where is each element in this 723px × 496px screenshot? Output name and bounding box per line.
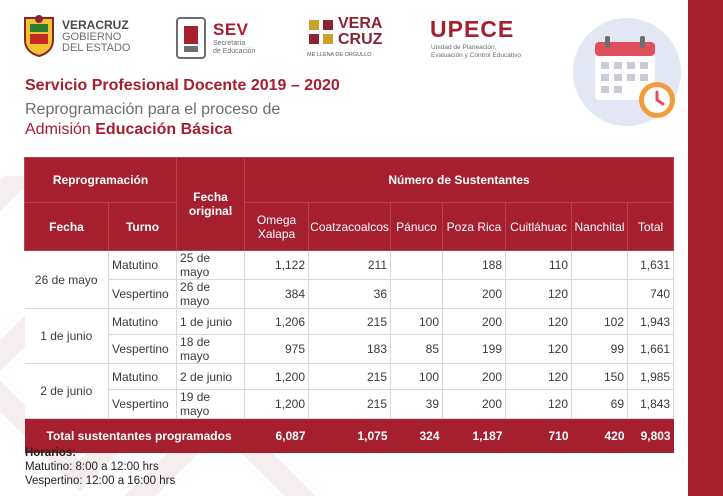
value-cell: 85 xyxy=(391,335,443,364)
veracruz-logo-line1: VERACRUZ xyxy=(62,18,129,32)
fecha-original-cell: 25 de mayo xyxy=(177,251,245,280)
fecha-original-cell: 2 de junio xyxy=(177,364,245,390)
table-row xyxy=(25,390,674,419)
value-cell: 188 xyxy=(443,251,506,280)
value-cell: 200 xyxy=(443,309,506,335)
value-cell: 102 xyxy=(572,309,628,335)
header-total: Total xyxy=(628,203,674,251)
fecha-original-cell: 19 de mayo xyxy=(177,390,245,419)
sev-logo-line1: Secretaría xyxy=(213,40,246,47)
value-cell: 215 xyxy=(309,309,391,335)
schedule-title: Horarios: xyxy=(25,447,77,459)
value-cell xyxy=(572,251,628,280)
vera-cruz-logo-line1: VERA xyxy=(338,15,383,32)
value-cell: 215 xyxy=(309,390,391,419)
header-panuco: Pánuco xyxy=(391,203,443,251)
value-cell: 199 xyxy=(443,335,506,364)
table-row xyxy=(25,280,674,309)
upece-logo-name: UPECE xyxy=(430,16,515,42)
value-cell: 120 xyxy=(506,390,572,419)
calendar-clock-icon xyxy=(573,16,685,128)
schedule-note xyxy=(25,446,175,488)
value-cell: 1,206 xyxy=(245,309,309,335)
value-cell: 200 xyxy=(443,390,506,419)
value-cell: 1,200 xyxy=(245,390,309,419)
page-subtitle-line2 xyxy=(25,121,232,139)
header-fecha-original: Fecha original xyxy=(177,158,245,251)
subtitle-admision: Admisión xyxy=(25,121,96,138)
value-cell: 150 xyxy=(572,364,628,390)
value-cell: 215 xyxy=(309,364,391,390)
table-row xyxy=(25,309,674,335)
value-cell: 110 xyxy=(506,251,572,280)
sev-emblem-icon xyxy=(175,16,207,60)
total-label: Total sustentantes programados xyxy=(25,419,245,454)
value-cell: 100 xyxy=(391,309,443,335)
value-cell: 1,943 xyxy=(628,309,674,335)
value-cell: 1,843 xyxy=(628,390,674,419)
total-value-cell: 710 xyxy=(506,419,572,454)
value-cell: 99 xyxy=(572,335,628,364)
value-cell: 69 xyxy=(572,390,628,419)
value-cell xyxy=(572,280,628,309)
value-cell: 1,661 xyxy=(628,335,674,364)
turno-cell: Matutino xyxy=(109,251,177,280)
table-body xyxy=(25,251,674,454)
value-cell: 975 xyxy=(245,335,309,364)
value-cell: 36 xyxy=(309,280,391,309)
value-cell: 39 xyxy=(391,390,443,419)
vera-cruz-logo-line2: CRUZ xyxy=(338,31,383,48)
fecha-original-cell: 26 de mayo xyxy=(177,280,245,309)
subtitle-education-level: Educación Básica xyxy=(95,121,233,138)
total-value-cell: 1,187 xyxy=(443,419,506,454)
table-row xyxy=(25,364,674,390)
veracruz-logo-line2: GOBIERNO xyxy=(62,31,122,43)
header-poza-rica: Poza Rica xyxy=(443,203,506,251)
value-cell: 120 xyxy=(506,309,572,335)
header-cuitlahuac: Cuitláhuac xyxy=(506,203,572,251)
header-fecha: Fecha xyxy=(25,203,109,251)
veracruz-shield-icon xyxy=(22,14,56,58)
schedule-matutino: Matutino: 8:00 a 12:00 hrs xyxy=(25,461,159,473)
page-subtitle-line1: Reprogramación para el proceso de xyxy=(25,101,281,118)
total-value-cell: 6,087 xyxy=(245,419,309,454)
turno-cell: Matutino xyxy=(109,364,177,390)
header-omega-xalapa: Omega Xalapa xyxy=(245,203,309,251)
turno-cell: Vespertino xyxy=(109,390,177,419)
upece-logo-line2: Evaluación y Control Educativo xyxy=(431,52,521,59)
value-cell: 740 xyxy=(628,280,674,309)
fecha-cell: 1 de junio xyxy=(25,309,109,364)
turno-cell: Vespertino xyxy=(109,335,177,364)
header-coatzacoalcos: Coatzacoalcos xyxy=(309,203,391,251)
value-cell xyxy=(391,280,443,309)
value-cell xyxy=(391,251,443,280)
value-cell: 1,631 xyxy=(628,251,674,280)
value-cell: 1,200 xyxy=(245,364,309,390)
upece-logo-line1: Unidad de Planeación, xyxy=(431,44,497,51)
total-value-cell: 324 xyxy=(391,419,443,454)
header-nanchital: Nanchital xyxy=(572,203,628,251)
page-title: Servicio Profesional Docente 2019 – 2020 xyxy=(25,77,340,94)
header-numero-sustentantes: Número de Sustentantes xyxy=(245,158,674,203)
value-cell: 100 xyxy=(391,364,443,390)
value-cell: 120 xyxy=(506,335,572,364)
right-accent-bar xyxy=(688,0,723,496)
reprogramming-table xyxy=(24,157,674,453)
total-value-cell: 420 xyxy=(572,419,628,454)
fecha-original-cell: 1 de junio xyxy=(177,309,245,335)
value-cell: 200 xyxy=(443,364,506,390)
value-cell: 200 xyxy=(443,280,506,309)
sev-logo-name: SEV xyxy=(213,20,249,39)
schedule-vespertino: Vespertino: 12:00 a 16:00 hrs xyxy=(25,475,176,487)
fecha-cell: 26 de mayo xyxy=(25,251,109,309)
turno-cell: Vespertino xyxy=(109,280,177,309)
header-turno: Turno xyxy=(109,203,177,251)
value-cell: 1,122 xyxy=(245,251,309,280)
value-cell: 384 xyxy=(245,280,309,309)
veracruz-logo-line3: DEL ESTADO xyxy=(62,42,131,54)
vera-cruz-tagline: ME LLENA DE ORGULLO xyxy=(307,52,372,58)
header-reprogramacion: Reprogramación xyxy=(25,158,177,203)
total-value-cell: 9,803 xyxy=(628,419,674,454)
table-row xyxy=(25,251,674,280)
value-cell: 120 xyxy=(506,280,572,309)
sev-logo-line2: de Educación xyxy=(213,48,256,55)
total-value-cell: 1,075 xyxy=(309,419,391,454)
fecha-cell: 2 de junio xyxy=(25,364,109,419)
turno-cell: Matutino xyxy=(109,309,177,335)
value-cell: 211 xyxy=(309,251,391,280)
value-cell: 183 xyxy=(309,335,391,364)
veracruz-knot-icon xyxy=(307,18,335,46)
fecha-original-cell: 18 de mayo xyxy=(177,335,245,364)
value-cell: 1,985 xyxy=(628,364,674,390)
table-row xyxy=(25,335,674,364)
value-cell: 120 xyxy=(506,364,572,390)
